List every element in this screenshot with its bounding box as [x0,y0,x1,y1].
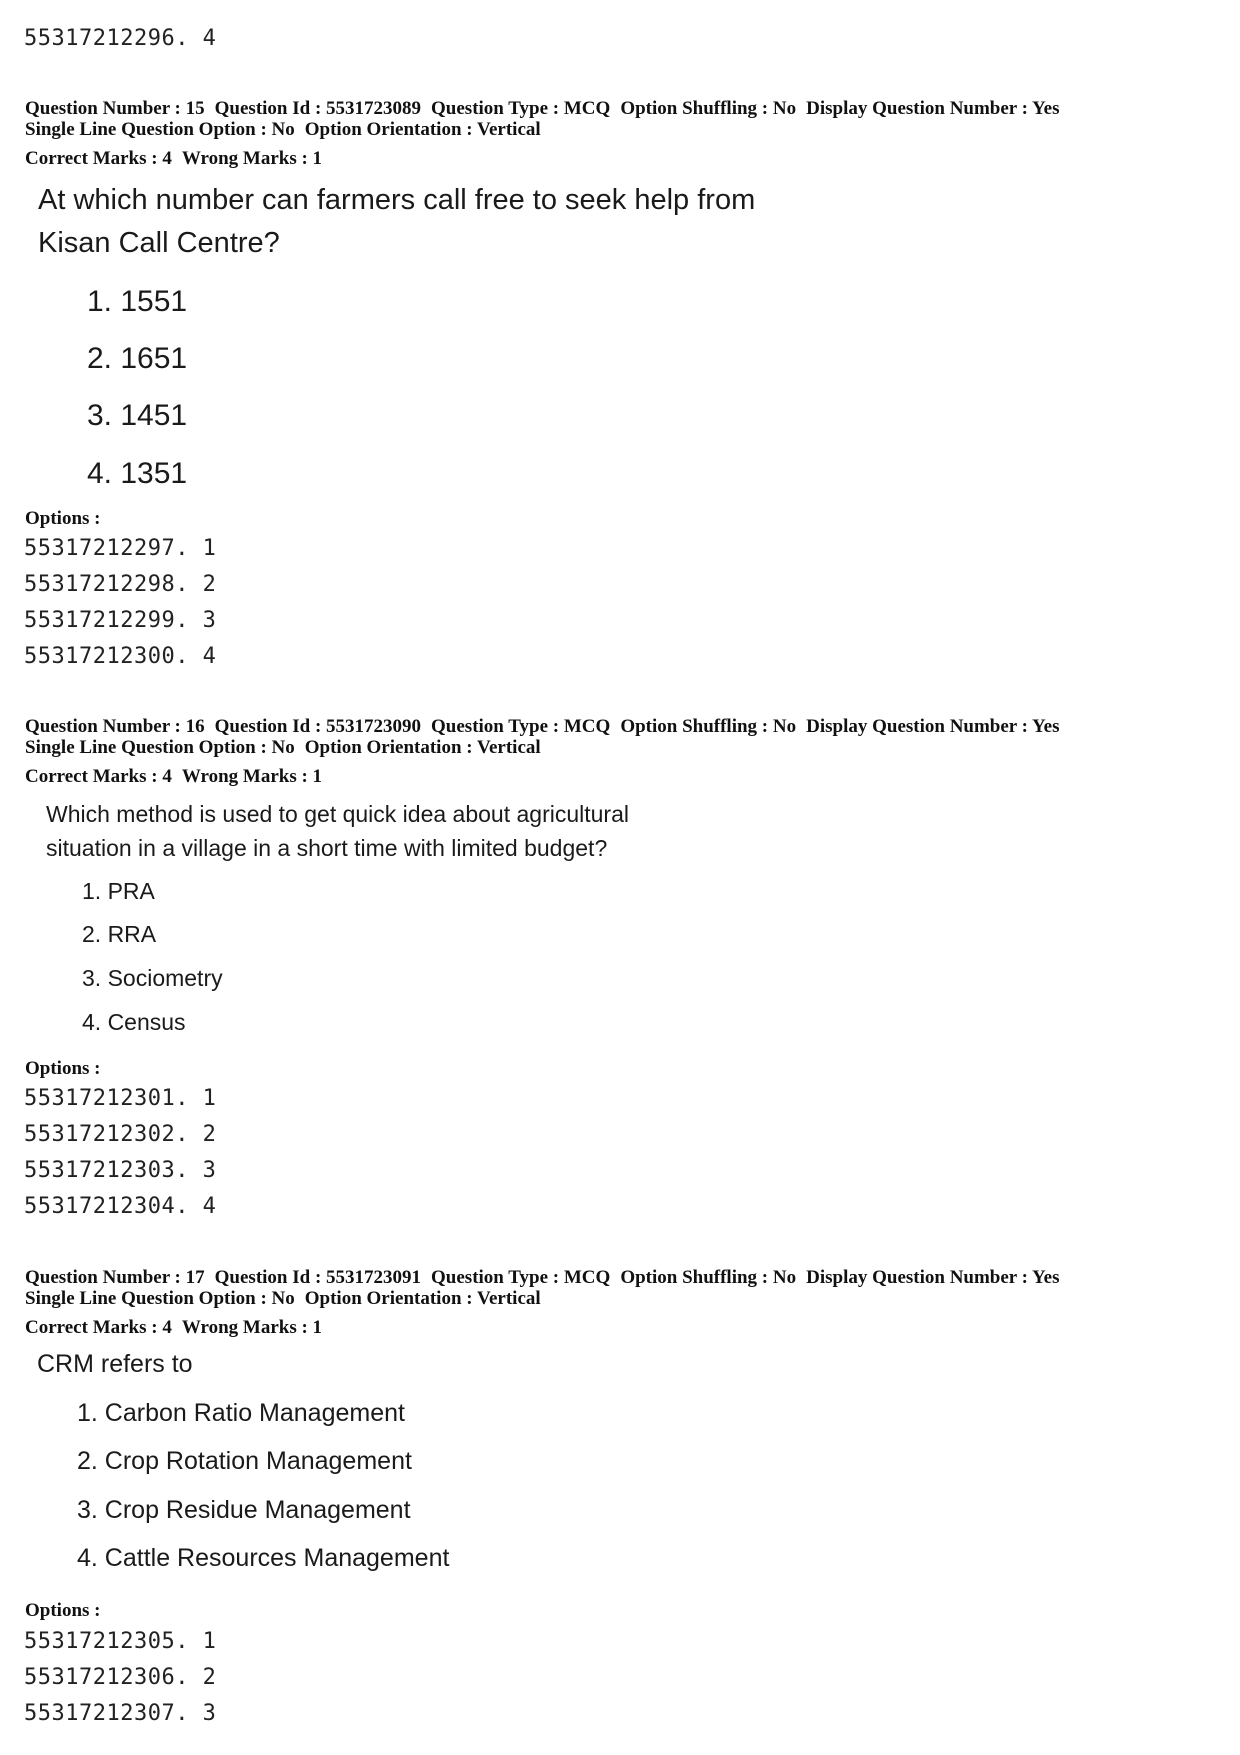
question-meta-line1: Question Number : 15 Question Id : 5531723089 Question Type : MCQ Option Shuffling : No Display Question Number : Yes [25,98,1060,119]
choice-3: 3. Crop Residue Management [77,1496,411,1524]
option-id-line: 55317212298. 2 [24,572,217,597]
choice-4: 4. Census [82,1009,186,1035]
question-meta-line2: Single Line Question Option : No Option Orientation : Vertical [25,737,541,758]
option-id-line: 55317212303. 3 [24,1158,217,1183]
option-id-line: 55317212306. 2 [24,1665,217,1690]
choice-2: 2. RRA [82,921,157,947]
options-label: Options : [25,1058,101,1079]
question-meta-line1: Question Number : 16 Question Id : 5531723090 Question Type : MCQ Option Shuffling : No Display Question Number : Yes [25,716,1060,737]
choice-4: 4. 1351 [87,457,188,490]
question-text-line: situation in a village in a short time with limited budget? [46,835,608,861]
question-marks: Correct Marks : 4 Wrong Marks : 1 [25,766,323,787]
choice-3: 3. 1451 [87,399,188,432]
options-label: Options : [25,1600,101,1621]
choice-2: 2. 1651 [87,342,188,375]
choice-2: 2. Crop Rotation Management [77,1447,412,1475]
option-id-line: 55317212304. 4 [24,1194,217,1219]
choice-1: 1. PRA [82,878,155,904]
question-meta-line2: Single Line Question Option : No Option Orientation : Vertical [25,1288,541,1309]
option-id-line: 55317212299. 3 [24,608,217,633]
question-marks: Correct Marks : 4 Wrong Marks : 1 [25,1317,323,1338]
question-text-line: Which method is used to get quick idea about agricultural [46,801,629,827]
choice-4: 4. Cattle Resources Management [77,1544,450,1572]
question-meta-line1: Question Number : 17 Question Id : 5531723091 Question Type : MCQ Option Shuffling : No Display Question Number : Yes [25,1267,1060,1288]
question-text-line: Kisan Call Centre? [38,227,280,259]
options-label: Options : [25,508,101,529]
option-id-line: 55317212300. 4 [24,644,217,669]
choice-1: 1. 1551 [87,285,188,318]
option-id-line: 55317212296. 4 [24,26,217,51]
option-id-line: 55317212307. 3 [24,1701,217,1726]
option-id-line: 55317212302. 2 [24,1122,217,1147]
option-id-line: 55317212301. 1 [24,1086,217,1111]
option-id-line: 55317212305. 1 [24,1629,217,1654]
question-text-line: At which number can farmers call free to seek help from [38,184,756,216]
question-meta-line2: Single Line Question Option : No Option Orientation : Vertical [25,119,541,140]
choice-1: 1. Carbon Ratio Management [77,1399,405,1427]
question-marks: Correct Marks : 4 Wrong Marks : 1 [25,148,323,169]
choice-3: 3. Sociometry [82,965,223,991]
question-text-line: CRM refers to [37,1350,193,1378]
option-id-line: 55317212297. 1 [24,536,217,561]
